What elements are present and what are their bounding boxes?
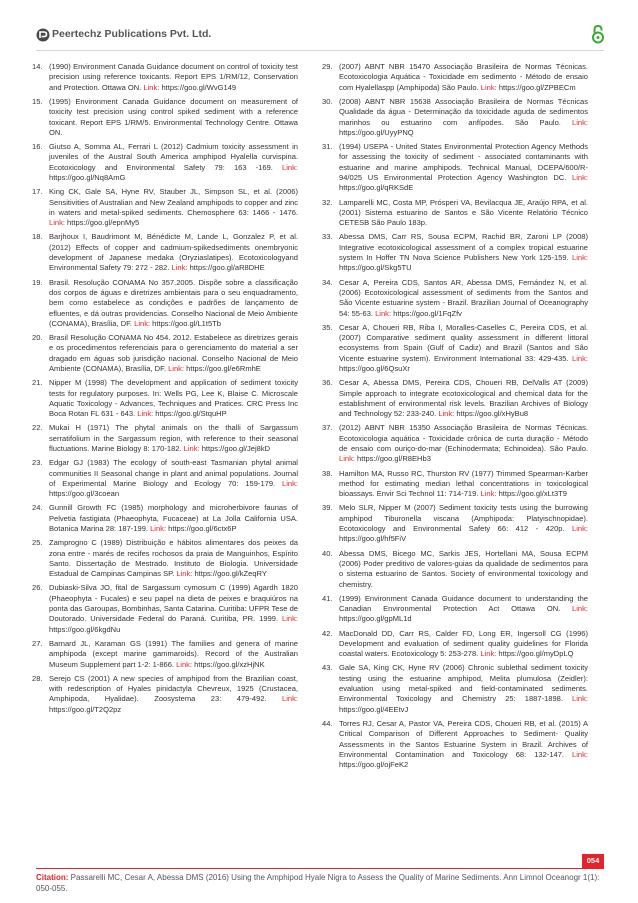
reference-link-label[interactable]: Link: — [183, 444, 200, 454]
reference-item — [322, 548, 588, 590]
reference-text: Mukai H (1971) The phytal animals on the thalli of Sargassum serratifolium in the Sargassum region, with reference to their seasonal fluctuations. Marine Biology 8: 170-182. — [49, 423, 298, 454]
reference-number: 34. — [322, 277, 333, 287]
reference-text: Lamparelli MC, Costa MP, Prósperi VA, Bevilacqua JE, Araújo RPA, et al. (2001) Sistema estuarino de Santos e São Vicente Relatório Técnico CETESB São Paulo 183p. — [339, 197, 588, 228]
reference-number: 35. — [322, 322, 333, 332]
reference-item — [32, 187, 298, 228]
reference-number: 29. — [322, 62, 333, 71]
reference-item — [322, 277, 588, 319]
reference-number: 20. — [32, 333, 43, 343]
peertechz-logo-icon — [36, 28, 50, 42]
reference-url[interactable]: https://goo.gl/epnMy5 — [64, 218, 140, 228]
reference-item — [32, 232, 298, 273]
reference-item — [32, 142, 298, 183]
reference-url[interactable]: https://goo.gl/hf5FiV — [339, 534, 407, 544]
reference-text: Nipper M (1998) The development and application of sediment toxicity tests for regulatory purposes. In: Wells PG, Lee K, Blaise C. Microscale Aquatic Toxicology - Advances, Techniques and Pratices. CRC Press Inc Boca Rotan FL 631 - 643. — [49, 378, 298, 419]
reference-item — [322, 378, 588, 419]
reference-url[interactable]: https://goo.gl/xHyBu8 — [454, 409, 529, 419]
reference-item — [32, 458, 298, 499]
header-divider — [36, 50, 604, 51]
reference-text: Cesar A, Abessa DMS, Pereira CDS, Choueri RB, DelValls AT (2009) Simple approach to integrate ecotoxicological and chemical data for the establishment of environmental risk levels. Brazilian Archives of Biology and Technology 52: 233-240. — [339, 378, 588, 419]
references-right-column — [322, 62, 588, 774]
reference-text: Abessa DMS, Carr RS, Sousa ECPM, Rachid BR, Zaroni LP (2008) Integrative ecotoxicological assessment of a complex tropical estuarine system In Hoffer TN Nova Science Publishers New York 125-159. — [339, 232, 588, 263]
reference-url[interactable]: https://goo.gl/1FqZfv — [391, 308, 462, 318]
reference-text: Hamilton MA, Russo RC, Thurston RV (1977) Trimmed Spearman-Karber method for estimating median lethal concentrations in toxicological bioassays. Envir Sci Technol 11: 714-719. — [339, 468, 588, 499]
reference-url[interactable]: https://goo.gl/3coean — [49, 489, 120, 499]
reference-number: 24. — [32, 503, 43, 513]
reference-text: Barnard JL, Karaman GS (1991) The families and genera of marine amphipoda (except marine gammaroids). Record of the Australian Museum Supplement part 1-2: 1-866. — [49, 638, 298, 669]
reference-link-label[interactable]: Link: — [572, 253, 588, 263]
reference-number: 14. — [32, 62, 43, 71]
reference-link-label[interactable]: Link: — [282, 694, 298, 704]
reference-url[interactable]: https://goo.gl/R8EHb3 — [354, 454, 431, 464]
reference-item — [32, 673, 298, 715]
reference-url[interactable]: https://goo.gl/ojFeK2 — [339, 760, 409, 770]
reference-url[interactable]: https://goo.gl/xzHjNK — [192, 659, 265, 669]
reference-link-label[interactable]: Link: — [137, 409, 154, 419]
reference-item — [32, 538, 298, 579]
reference-number: 16. — [32, 142, 43, 151]
reference-link-label[interactable]: Link: — [49, 218, 65, 228]
reference-url[interactable]: https://goo.gl/e6RmhE — [184, 364, 261, 374]
reference-item — [322, 503, 588, 544]
reference-number: 33. — [322, 232, 333, 242]
reference-url[interactable]: https://goo.gl/UyyPNQ — [339, 127, 414, 137]
reference-url[interactable]: https://goo.gl/qRKSdE — [339, 183, 414, 193]
reference-link-label[interactable]: Link: — [282, 478, 298, 488]
reference-link-label[interactable]: Link: — [176, 659, 193, 669]
reference-item — [322, 468, 588, 500]
reference-number: 36. — [322, 378, 333, 388]
reference-number: 32. — [322, 197, 333, 207]
reference-number: 41. — [322, 593, 333, 603]
reference-number: 37. — [322, 423, 333, 433]
reference-number: 40. — [322, 548, 333, 558]
reference-item — [322, 232, 588, 273]
reference-link-label[interactable]: Link: — [438, 409, 455, 419]
reference-link-label[interactable]: Link: — [339, 454, 355, 464]
reference-item — [322, 96, 588, 138]
reference-item — [322, 322, 588, 375]
reference-url[interactable]: https://goo.gl/T2Q2pz — [49, 704, 122, 714]
reference-item — [322, 718, 588, 771]
reference-number: 22. — [32, 423, 43, 433]
reference-text: (2007) ABNT NBR 15470 Associação Brasileira de Normas Técnicas. Ecotoxicologia Aquática - Toxicidade em sedimento - Método de ensaio com Hyalellaspp (Amphipoda) São Paulo. — [339, 62, 588, 92]
reference-url[interactable]: https://goo.gl/6ctx6P — [166, 524, 237, 534]
reference-link-label[interactable]: Link: — [150, 524, 167, 534]
reference-number: 19. — [32, 277, 43, 287]
reference-link-label[interactable]: Link: — [480, 489, 497, 499]
reference-url[interactable]: https://goo.gl/aR8DHE — [187, 263, 265, 273]
reference-item — [32, 277, 298, 330]
reference-item — [32, 378, 298, 419]
reference-item — [322, 663, 588, 715]
reference-item — [322, 628, 588, 660]
reference-text: Serejo CS (2001) A new species of amphipod from the Brazilian coast, with redescription of Hyales pinidactyla Chevreux, 1925 (Crustacea, Amphipoda, Hyalidae). Zoosystema 23: 479-492. — [49, 673, 298, 704]
reference-url[interactable]: https://goo.gl/6QsuXr — [339, 364, 410, 374]
reference-text: Brasil Resolução CONAMA No 454. 2012. Estabelece as diretrizes gerais e os procedimentos referenciais para o gerenciamento do material a ser dragado em águas sob jurisdição nacional. Conselho Nacional de Meio Ambiente (CONAMA), Brasília, DF. — [49, 333, 298, 374]
reference-number: 30. — [322, 96, 333, 106]
page-header — [0, 0, 638, 52]
reference-number: 39. — [322, 503, 333, 513]
reference-link-label[interactable]: Link: — [572, 524, 588, 534]
reference-link-label[interactable]: Link: — [480, 82, 497, 92]
reference-text: Giutso A, Somma AL, Ferrari L (2012) Cadmium toxicity assessment in juveniles of the Austral South America amphipod Hyalella curvispina. Ecotoxicology and Environmental Safety 79: 163 -169. — [49, 142, 298, 172]
reference-item — [32, 638, 298, 670]
reference-number: 44. — [322, 718, 333, 728]
reference-link-label[interactable]: Link: — [572, 353, 588, 363]
reference-text: Cesar A, Choueri RB, Riba I, Moralles-Caselles C, Pereira CDS, et al. (2007) Comparative sediment quality assessment in different littoral ecosystems from Spain (Gulf of Cadiz) and Brazil (Santos and São Vicente estuarine system). Environment International 33: 429-435. — [339, 322, 588, 363]
reference-text: (1999) Environment Canada Guidance document to understanding the Canadian Environmental Protection Act Ottawa ON. — [339, 593, 588, 614]
reference-number: 42. — [322, 628, 333, 638]
reference-text: (2008) ABNT NBR 15638 Associação Brasileira de Normas Técnicas Qualidade da água - Determinação da toxicidade aguda de sedimentos marinhos ou estuarino com anfípodes. São Paulo. — [339, 96, 588, 127]
reference-link-label[interactable]: Link: — [134, 318, 151, 328]
reference-link-label[interactable]: Link: — [375, 308, 392, 318]
reference-text: (2012) ABNT NBR 15350 Associação Brasileira de Normas Técnicas. Ecotoxicologia aquática - Toxicidade crônica de curta duração - Método de ensaio com ouriço-do-mar (Echinodermata; Echinoidea). São Paulo. — [339, 423, 588, 454]
publisher-name — [52, 28, 211, 40]
reference-url[interactable]: https://goo.gl/6kgdNu — [49, 624, 121, 634]
reference-number: 28. — [32, 673, 43, 683]
page-number: 054 — [582, 854, 604, 868]
reference-url[interactable]: https://goo.gl/ZPBECm — [496, 82, 576, 92]
reference-item — [32, 503, 298, 534]
reference-number: 27. — [32, 638, 43, 648]
reference-item — [32, 583, 298, 635]
reference-link-label[interactable]: Link: — [143, 82, 160, 92]
reference-url[interactable]: https://goo.gl/StquHP — [153, 409, 227, 419]
reference-number: 17. — [32, 187, 43, 197]
reference-text: MacDonald DD, Carr RS, Calder FD, Long ER, Ingersoll CG (1996) Development and evaluation of sediment quality guidelines for Florida coastal waters. Ecotoxicology 5: 253-278. — [339, 628, 588, 659]
citation-label: Citation: — [36, 873, 69, 882]
reference-text: Barjhoux I, Baudrimont M, Bénédicte M, Lande L, Gonzalez P, et al. (2012) Effects of copper and cadmium-spikedsediments onembryonic development of Japanese medaka (Oryziaslatipes). Ecotoxicologyand Environmental Safety 79: 272 - 282. — [49, 232, 298, 273]
reference-number: 25. — [32, 538, 43, 548]
reference-text: (1990) Environment Canada Guidance document on control of toxicity test precision using reference toxicants. Report EPS 1/RM/12, Conservation and Protection. Ottawa ON. — [49, 62, 298, 92]
reference-item — [322, 593, 588, 625]
reference-item — [32, 96, 298, 138]
reference-link-label[interactable]: Link: — [572, 694, 588, 704]
reference-link-label[interactable]: Link: — [572, 173, 588, 183]
reference-text: Gunnill Growth FC (1985) morphology and microherbivore faunas of Pelvetia fastigiata (Phaeophyta, Fucaceae) at La Jolla California USA. Botanica Marina 28: 187-199. — [49, 503, 298, 534]
reference-link-label[interactable]: Link: — [572, 604, 588, 614]
citation — [36, 872, 604, 894]
reference-item — [32, 62, 298, 93]
reference-link-label[interactable]: Link: — [282, 614, 298, 624]
reference-number: 18. — [32, 232, 43, 242]
reference-number: 43. — [322, 663, 333, 673]
reference-number: 21. — [32, 378, 43, 388]
reference-number: 38. — [322, 468, 333, 478]
reference-url[interactable]: https://goo.gl/Nq8AmG — [49, 173, 126, 183]
citation-text: Passarelli MC, Cesar A, Abessa DMS (2016) Using the Amphipod Hyale Nigra to Assess the Quality of Marine Sediments. Ann Limnol Oceanogr 1(1): 050-055. — [36, 873, 600, 893]
reference-link-label[interactable]: Link: — [282, 162, 298, 172]
reference-text: Zamprogno C (1989) Distribuição e hábitos alimentares dos peixes da zona entre - marés de recifes rochosos da praia de Manguinhos, Espírito Santo. Dissertação de Mestrado. Instituto de Biologia. Universidade Estadual de Campinas Campinas SP. — [49, 538, 298, 579]
reference-url[interactable]: https://goo.gl/Skg5TU — [339, 263, 412, 273]
reference-text: (1994) USEPA - United States Environmental Protection Agency Methods for assessing the toxicity of sediment - associated contaminants with estuarine and marine amphipods. Technical Manual, DCEPA/600/R-94/025 US Environmental Protection Agency Washington DC. — [339, 142, 588, 183]
reference-link-label[interactable]: Link: — [572, 117, 588, 127]
footer-divider — [36, 868, 604, 869]
reference-item — [32, 423, 298, 454]
reference-link-label[interactable]: Link: — [168, 364, 185, 374]
reference-item — [322, 423, 588, 464]
reference-number: 23. — [32, 458, 43, 468]
reference-text: Torres RJ, Cesar A, Pastor VA, Pereira CDS, Choueri RB, et al. (2015) A Critical Comparison of Different Approaches to Sediment- Quality Assessments in the Santos Estuarine System in Brazil. Archives of Environmental Contamination and Toxicology 68: 132-147. — [339, 718, 588, 759]
reference-url[interactable]: https://goo.gl/xLt3T9 — [496, 489, 567, 499]
reference-url[interactable]: https://goo.gl/myDpLQ — [496, 649, 574, 659]
reference-url[interactable]: https://goo.gl/kZeqRY — [192, 569, 267, 579]
reference-link-label[interactable]: Link: — [572, 749, 588, 759]
reference-link-label[interactable]: Link: — [171, 263, 188, 273]
reference-item — [322, 197, 588, 229]
reference-number: 26. — [32, 583, 43, 593]
reference-text: Edgar GJ (1983) The ecology of south-east Tasmanian phytal animal communities II Seasonal change in plant and animal populations. Journal of Experimental Marine Biology and Ecology 70: 159-179. — [49, 458, 298, 488]
reference-item — [322, 142, 588, 194]
reference-text: (1995) Environment Canada Guidance document on measurement of toxicity test precision using control spiked sediment with a reference toxicant. Report EPS 1/RM/5. Environmental Technology Centre. Ottawa ON. — [49, 96, 298, 137]
references-left-column — [32, 62, 298, 719]
reference-text: Melo SLR, Nipper M (2007) Sediment toxicity tests using the burrowing amphipod Tiburonella viscana (Amphipoda: Platyischnopidae). Ecotoxicology and Environmental Safety 66: 412 - 420p. — [339, 503, 588, 534]
reference-text: Dubiaski-Silva JO, fital de Sargassum cymosum C (1999) Agardh 1820 (Phaeophyta - Fucales) e seu papel na dieta de peixes e braquiúros na ponta das Garoupas, Bombinhas, Santa Catarina. Curitiba: UFPR Tese de Doutorado. Universidade Federal do Paraná. Curitiba, PR. 1999. — [49, 583, 298, 624]
reference-url[interactable]: https://goo.gl/4EEtvJ — [339, 704, 409, 714]
reference-url[interactable]: https://goo.gl/gpML1d — [339, 614, 412, 624]
reference-text: Abessa DMS, Bicego MC, Sarkis JES, Hortellani MA, Sousa ECPM (2006) Poder preditivo de valores-guias da qualidade de sedimentos para o sistema estuarino de Santos. Society of environmental toxicology and chemistry. — [339, 548, 588, 589]
reference-text: Cesar A, Pereira CDS, Santos AR, Abessa DMS, Fernández N, et al. (2006) Ecotoxicological assessment of sediments from the Santos and São Vicente estuarine system - Brazil. Brazilian Journal of Oceanography 54: 55-63. — [339, 277, 588, 318]
reference-url[interactable]: https://goo.gl/Jej8kD — [199, 444, 271, 454]
reference-number: 15. — [32, 96, 43, 106]
reference-link-label[interactable]: Link: — [480, 649, 497, 659]
publisher-brand: Peertechz — [52, 28, 102, 40]
open-access-icon — [591, 24, 605, 44]
reference-link-label[interactable]: Link: — [176, 569, 193, 579]
publisher-suffix: Publications Pvt. Ltd. — [101, 28, 212, 40]
reference-item — [32, 333, 298, 374]
reference-number: 31. — [322, 142, 333, 151]
reference-item — [322, 62, 588, 93]
reference-text: Brasil. Resolução CONAMA No 357.2005. Dispõe sobre a classificação dos corpos de águas e diretrizes ambientais para o seu enquadramento, bem como estabelece as condições e padrões de lançamento de efluentes, e dá outras providencias. Conselho Nacional de Meio Ambiente (CONAMA), Brasília, DF. — [49, 277, 298, 328]
reference-url[interactable]: https://goo.gl/L1t5Tb — [150, 318, 221, 328]
reference-text: King CK, Gale SA, Hyne RV, Stauber JL, Simpson SL, et al. (2006) Sensitivities of Australian and New Zealand amphipods to copper and zinc in waters and metal-spiked sediments. Chemosphere 63: 1466 - 1476. — [49, 187, 298, 217]
reference-url[interactable]: https://goo.gl/WvG149 — [159, 82, 237, 92]
reference-text: Gale SA, King CK, Hyne RV (2006) Chronic sublethal sediment toxicity testing using the estuarine amphipod, Melita plumulosa (Zeidler): evaluation using metal-spiked and field-contaminated sediments. Environmental Toxicology and Chemistry 25: 1887-1898. — [339, 663, 588, 704]
